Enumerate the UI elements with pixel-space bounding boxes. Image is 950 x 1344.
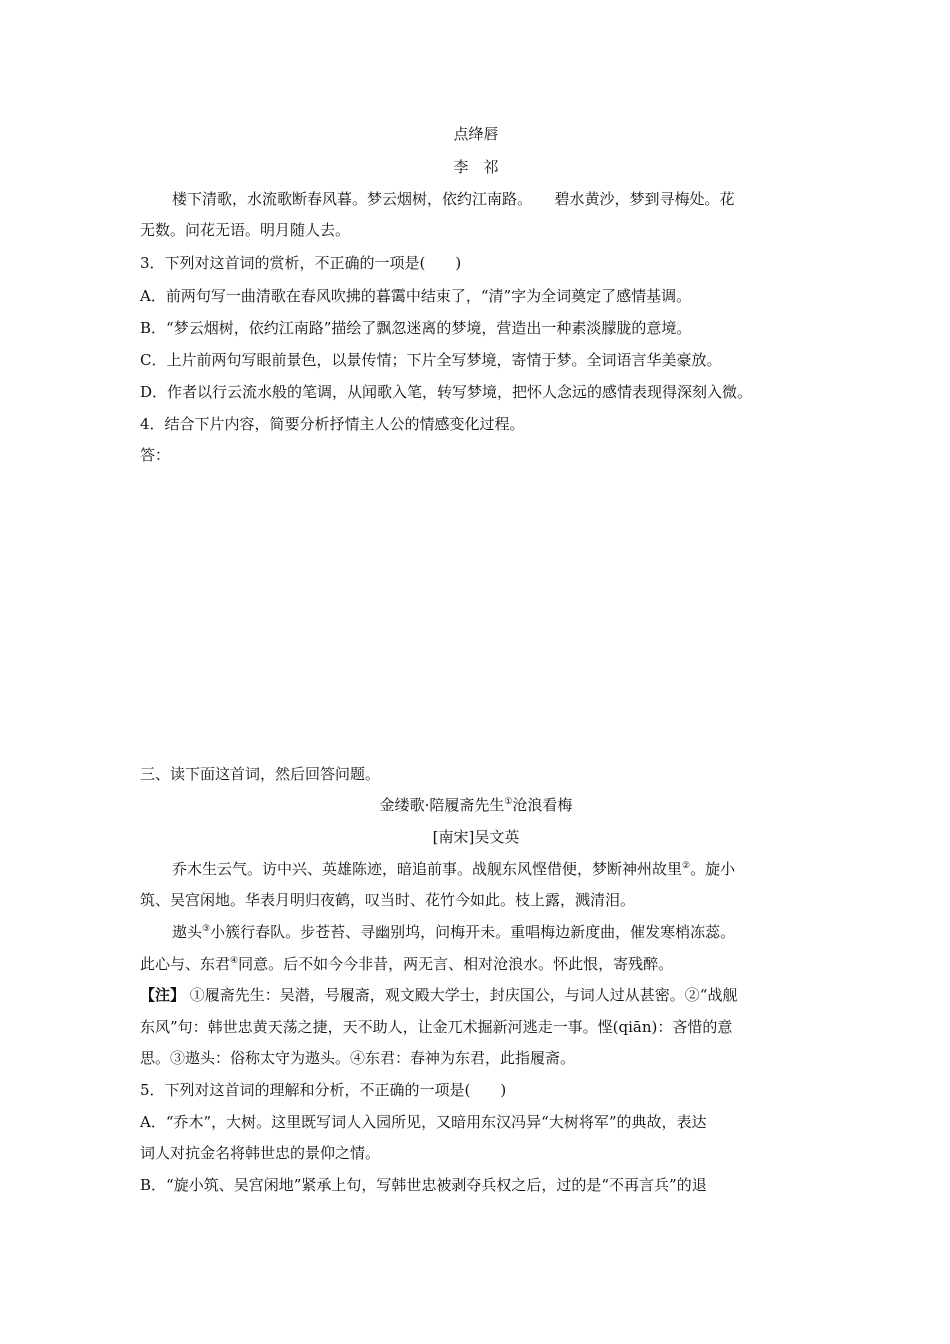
note-line2: 东风”句：韩世忠黄天荡之捷，天不助人，让金兀术掘新河逃走一事。悭(qiān)：吝惜的意 bbox=[140, 1018, 733, 1036]
note-line3: 思。③遨头：俗称太守为遨头。④东君：春神为东君，此指履斋。 bbox=[140, 1049, 576, 1067]
poem1-title: 点绛唇 bbox=[453, 125, 499, 143]
note-text-1: ①履斋先生：吴潜，号履斋，观文殿大学士，封庆国公，与词人过从甚密。②“战舰 bbox=[189, 986, 738, 1004]
poem2-p1-text-b: 。旋小 bbox=[690, 860, 736, 878]
q4-stem: 4．结合下片内容，简要分析抒情主人公的情感变化过程。 bbox=[140, 415, 525, 433]
poem2-p2-text-c: 此心与、东君 bbox=[140, 955, 231, 973]
poem2-p1-line2: 筑、吴宫闲地。华表月明归夜鹤，叹当时、花竹今如此。枝上露，溅清泪。 bbox=[140, 891, 636, 909]
poem2-p1-line1 bbox=[172, 858, 812, 880]
q3-option-a: A．前两句写一曲清歌在春风吹拂的暮霭中结束了，“清”字为全词奠定了感情基调。 bbox=[140, 287, 692, 305]
poem1-text-line2: 无数。问花无语。明月随人去。 bbox=[140, 221, 351, 239]
poem2-p1-text-a: 乔木生云气。访中兴、英雄陈迹，暗追前事。战舰东风悭借便，梦断神州故里 bbox=[172, 860, 683, 878]
q3-stem: 3．下列对这首词的赏析，不正确的一项是( ) bbox=[140, 254, 462, 272]
poem2-p2-text-a: 遨头 bbox=[172, 923, 203, 941]
q3-option-c: C．上片前两句写眼前景色，以景传情；下片全写梦境，寄情于梦。全词语言华美豪放。 bbox=[140, 351, 722, 369]
q5-option-a-line1: A．“乔木”，大树。这里既写词人入园所见，又暗用东汉冯异“大树将军”的典故，表达 bbox=[140, 1113, 707, 1131]
footnote-marker-4: ④ bbox=[230, 956, 239, 966]
poem2-title-end: 沧浪看梅 bbox=[512, 796, 573, 814]
q5-option-a-line2: 词人对抗金名将韩世忠的景仰之情。 bbox=[140, 1144, 381, 1162]
footnote-marker-1: ① bbox=[504, 797, 513, 807]
note-tag: 【注】 bbox=[140, 986, 186, 1004]
q5-option-b-line1: B．“旋小筑、吴宫闲地”紧承上句，写韩世忠被剥夺兵权之后，过的是“不再言兵”的退 bbox=[140, 1176, 707, 1194]
q5-stem: 5．下列对这首词的理解和分析，不正确的一项是( ) bbox=[140, 1081, 507, 1099]
note-line1 bbox=[140, 984, 812, 1006]
poem2-author: [南宋]吴文英 bbox=[432, 828, 520, 846]
section3-heading: 三、读下面这首词，然后回答问题。 bbox=[140, 765, 381, 783]
footnote-marker-2: ② bbox=[682, 861, 691, 871]
poem2-p2-line1 bbox=[172, 921, 812, 943]
poem2-title bbox=[140, 794, 812, 816]
poem2-p2-text-d: 同意。后不如今今非昔，两无言、相对沧浪水。怀此恨，寄残醉。 bbox=[238, 955, 674, 973]
q3-option-d: D．作者以行云流水般的笔调，从闻歌入笔，转写梦境，把怀人念远的感情表现得深刻入微。 bbox=[140, 383, 753, 401]
q3-option-b: B．“梦云烟树，依约江南路”描绘了飘忽迷离的梦境，营造出一种素淡朦胧的意境。 bbox=[140, 319, 692, 337]
poem1-author: 李 祁 bbox=[453, 158, 499, 176]
poem2-p2-text-b: 小簇行春队。步苍苔、寻幽别坞，问梅开未。重唱梅边新度曲，催发寒梢冻蕊。 bbox=[210, 923, 736, 941]
poem1-text-line1: 楼下清歌，水流歌断春风暮。梦云烟树，依约江南路。 碧水黄沙，梦到寻梅处。花 bbox=[172, 190, 735, 208]
poem2-p2-line2 bbox=[140, 953, 812, 975]
q4-answer-label: 答： bbox=[140, 446, 171, 464]
poem2-title-main: 金缕歌·陪履斋先生 bbox=[379, 796, 505, 814]
footnote-marker-3: ③ bbox=[202, 924, 211, 934]
